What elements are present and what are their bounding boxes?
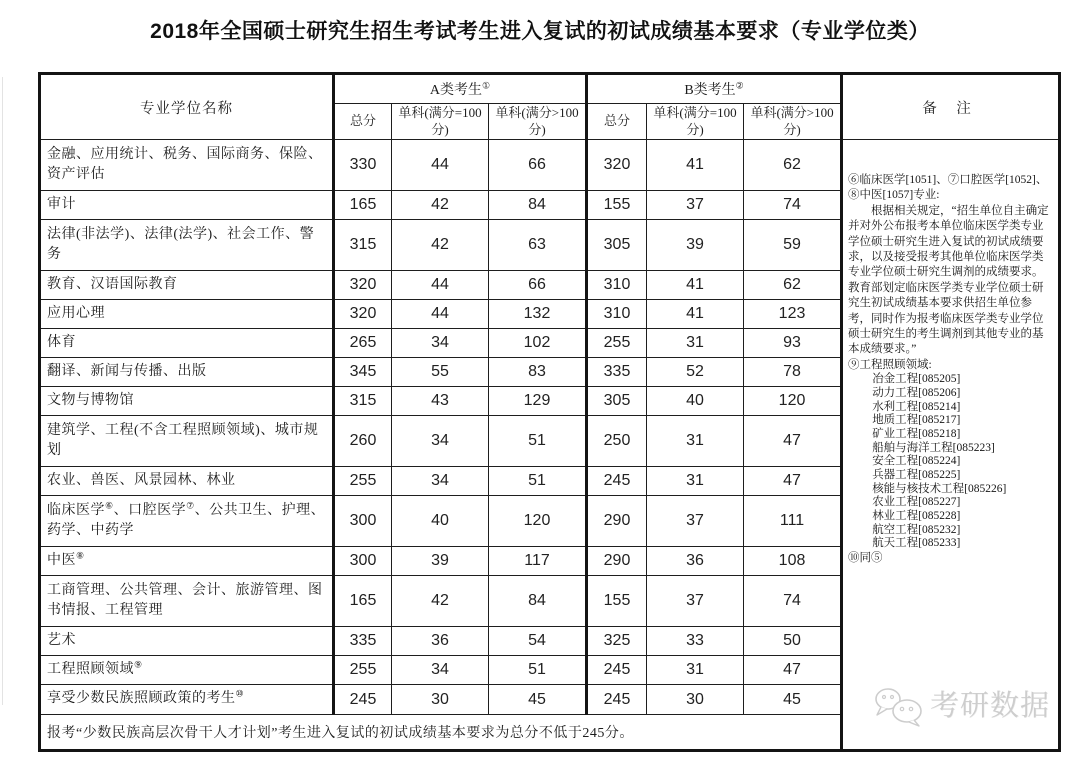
score-value: 59 (744, 219, 842, 270)
score-value: 335 (587, 358, 647, 387)
score-value: 31 (647, 416, 744, 467)
score-value: 320 (334, 270, 392, 299)
major-name: 体育 (40, 329, 334, 358)
score-value: 330 (334, 140, 392, 191)
engineering-field-item: 航天工程[085233] (872, 537, 961, 550)
score-value: 74 (744, 576, 842, 627)
major-name: 金融、应用统计、税务、国际商务、保险、资产评估 (40, 140, 334, 191)
score-value: 93 (744, 329, 842, 358)
score-value: 47 (744, 656, 842, 685)
table-row (40, 140, 1060, 191)
score-value: 265 (334, 329, 392, 358)
score-value: 108 (744, 547, 842, 576)
engineering-field-item: 安全工程[085224] (872, 455, 961, 468)
subheader-b-single-gt100: 单科(满分>100分) (744, 104, 842, 140)
note-engineering-title: ⑨工程照顾领域: (848, 358, 932, 371)
major-name: 工程照顾领域⑨ (40, 656, 334, 685)
score-table-body (40, 140, 1060, 751)
score-value: 129 (489, 387, 587, 416)
watermark-text: 考研数据 (930, 689, 1051, 722)
score-value: 250 (587, 416, 647, 467)
score-value: 345 (334, 358, 392, 387)
score-value: 41 (647, 270, 744, 299)
engineering-field-item: 农业工程[085227] (872, 496, 961, 509)
score-value: 31 (647, 656, 744, 685)
engineering-field-item: 林业工程[085228] (872, 510, 961, 522)
score-value: 310 (587, 270, 647, 299)
score-value: 52 (647, 358, 744, 387)
major-name: 应用心理 (40, 299, 334, 328)
score-value: 37 (647, 496, 744, 547)
engineering-field-item: 地质工程[085217] (872, 414, 961, 427)
subheader-b-single-100: 单科(满分=100分) (647, 104, 744, 140)
score-value: 117 (489, 547, 587, 576)
major-name: 工商管理、公共管理、会计、旅游管理、图书情报、工程管理 (40, 576, 334, 627)
score-value: 120 (489, 496, 587, 547)
score-value: 44 (392, 270, 489, 299)
score-value: 34 (392, 467, 489, 496)
score-value: 36 (392, 627, 489, 656)
score-value: 300 (334, 496, 392, 547)
major-name: 临床医学⑥、口腔医学⑦、公共卫生、护理、药学、中药学 (40, 496, 334, 547)
major-name: 建筑学、工程(不含工程照顾领域)、城市规划 (40, 416, 334, 467)
score-value: 42 (392, 576, 489, 627)
score-value: 245 (587, 656, 647, 685)
score-value: 45 (744, 685, 842, 714)
engineering-field-item: 航空工程[085232] (872, 523, 961, 536)
score-value: 120 (744, 387, 842, 416)
score-value: 132 (489, 299, 587, 328)
column-header-remark: 备 注 (842, 74, 1060, 140)
score-value: 31 (647, 467, 744, 496)
subheader-a-single-gt100: 单科(满分>100分) (489, 104, 587, 140)
score-value: 290 (587, 547, 647, 576)
note-ten: ⑩同⑤ (848, 552, 883, 565)
score-value: 245 (587, 685, 647, 714)
group-b-label: B类考生 (684, 83, 736, 98)
note-clinical-body: 根据相关规定，“招生单位自主确定并对外公布报考本单位临床医学类专业学位硕士研究生进入复试的初试成绩要求，以及接受报考其他单位临床医学类专业学位硕士研究生调剂的成绩要求。教育部划定临床医学类专业学位硕士研究生初试成绩基本要求供招生单位参考，同时作为报考临床医学类专业学位硕士研究生的考生调剂到其他专业的基本成绩要求。” (848, 204, 1049, 356)
score-value: 290 (587, 496, 647, 547)
score-value: 51 (489, 656, 587, 685)
score-value: 30 (392, 685, 489, 714)
column-group-b (587, 74, 842, 104)
score-value: 102 (489, 329, 587, 358)
score-value: 37 (647, 190, 744, 219)
engineering-field-item: 动力工程[085206] (872, 386, 961, 399)
score-value: 255 (334, 656, 392, 685)
score-value: 320 (587, 140, 647, 191)
major-name: 翻译、新闻与传播、出版 (40, 358, 334, 387)
score-value: 63 (489, 219, 587, 270)
score-value: 165 (334, 576, 392, 627)
engineering-field-item: 船舶与海洋工程[085223] (872, 441, 995, 454)
engineering-field-item: 矿业工程[085218] (872, 427, 961, 440)
watermark (872, 685, 1050, 727)
score-value: 255 (334, 467, 392, 496)
score-table-container (38, 72, 1061, 752)
score-value: 245 (587, 467, 647, 496)
engineering-fields-list (848, 373, 1054, 551)
score-value: 39 (647, 219, 744, 270)
score-value: 305 (587, 387, 647, 416)
score-value: 74 (744, 190, 842, 219)
score-value: 40 (647, 387, 744, 416)
score-value: 54 (489, 627, 587, 656)
score-value: 30 (647, 685, 744, 714)
engineering-field-item: 核能与核技术工程[085226] (872, 482, 1007, 495)
score-value: 66 (489, 140, 587, 191)
score-value: 34 (392, 329, 489, 358)
score-value: 44 (392, 299, 489, 328)
score-value: 40 (392, 496, 489, 547)
score-value: 42 (392, 219, 489, 270)
score-value: 66 (489, 270, 587, 299)
major-name: 中医⑧ (40, 547, 334, 576)
score-value: 320 (334, 299, 392, 328)
score-value: 310 (587, 299, 647, 328)
score-value: 45 (489, 685, 587, 714)
header-row-groups (40, 74, 1060, 104)
score-value: 62 (744, 140, 842, 191)
score-value: 33 (647, 627, 744, 656)
column-group-a (334, 74, 587, 104)
score-table (38, 72, 1061, 752)
subheader-a-single-100: 单科(满分=100分) (392, 104, 489, 140)
score-value: 123 (744, 299, 842, 328)
score-value: 260 (334, 416, 392, 467)
score-value: 34 (392, 656, 489, 685)
footnote-text: 报考“少数民族高层次骨干人才计划”考生进入复试的初试成绩基本要求为总分不低于245分。 (40, 714, 842, 750)
remark-cell (842, 140, 1060, 751)
score-value: 111 (744, 496, 842, 547)
major-name: 文物与博物馆 (40, 387, 334, 416)
score-value: 34 (392, 416, 489, 467)
group-a-note-mark: ① (482, 80, 491, 91)
engineering-field-item: 水利工程[085214] (872, 400, 961, 413)
score-value: 78 (744, 358, 842, 387)
major-name: 审计 (40, 190, 334, 219)
score-value: 155 (587, 576, 647, 627)
score-value: 43 (392, 387, 489, 416)
score-value: 62 (744, 270, 842, 299)
scan-edge-artifact (2, 77, 3, 705)
score-value: 255 (587, 329, 647, 358)
score-value: 47 (744, 416, 842, 467)
table-header (40, 74, 1060, 140)
score-value: 245 (334, 685, 392, 714)
column-header-major-name: 专业学位名称 (40, 74, 334, 140)
major-name: 法律(非法学)、法律(法学)、社会工作、警务 (40, 219, 334, 270)
score-value: 83 (489, 358, 587, 387)
score-value: 55 (392, 358, 489, 387)
score-value: 84 (489, 190, 587, 219)
major-name: 教育、汉语国际教育 (40, 270, 334, 299)
note-clinical-title: ⑥临床医学[1051]、⑦口腔医学[1052]、⑧中医[1057]专业: (848, 174, 1048, 202)
score-value: 44 (392, 140, 489, 191)
score-value: 39 (392, 547, 489, 576)
score-value: 36 (647, 547, 744, 576)
subheader-a-total: 总分 (334, 104, 392, 140)
score-value: 84 (489, 576, 587, 627)
major-name: 农业、兽医、风景园林、林业 (40, 467, 334, 496)
score-value: 41 (647, 299, 744, 328)
score-value: 335 (334, 627, 392, 656)
score-value: 41 (647, 140, 744, 191)
page-title: 2018年全国硕士研究生招生考试考生进入复试的初试成绩基本要求（专业学位类） (150, 20, 930, 43)
score-value: 31 (647, 329, 744, 358)
major-name: 艺术 (40, 627, 334, 656)
engineering-field-item: 冶金工程[085205] (872, 373, 961, 386)
score-value: 325 (587, 627, 647, 656)
score-value: 165 (334, 190, 392, 219)
score-value: 305 (587, 219, 647, 270)
score-value: 155 (587, 190, 647, 219)
score-value: 315 (334, 219, 392, 270)
group-b-note-mark: ② (735, 80, 744, 91)
score-value: 50 (744, 627, 842, 656)
score-value: 51 (489, 416, 587, 467)
score-value: 37 (647, 576, 744, 627)
subheader-b-total: 总分 (587, 104, 647, 140)
score-value: 51 (489, 467, 587, 496)
score-value: 315 (334, 387, 392, 416)
score-value: 47 (744, 467, 842, 496)
score-value: 300 (334, 547, 392, 576)
score-value: 42 (392, 190, 489, 219)
engineering-field-item: 兵器工程[085225] (872, 468, 961, 481)
group-a-label: A类考生 (429, 83, 483, 98)
major-name: 享受少数民族照顾政策的考生⑩ (40, 685, 334, 714)
wechat-icon (872, 685, 926, 727)
